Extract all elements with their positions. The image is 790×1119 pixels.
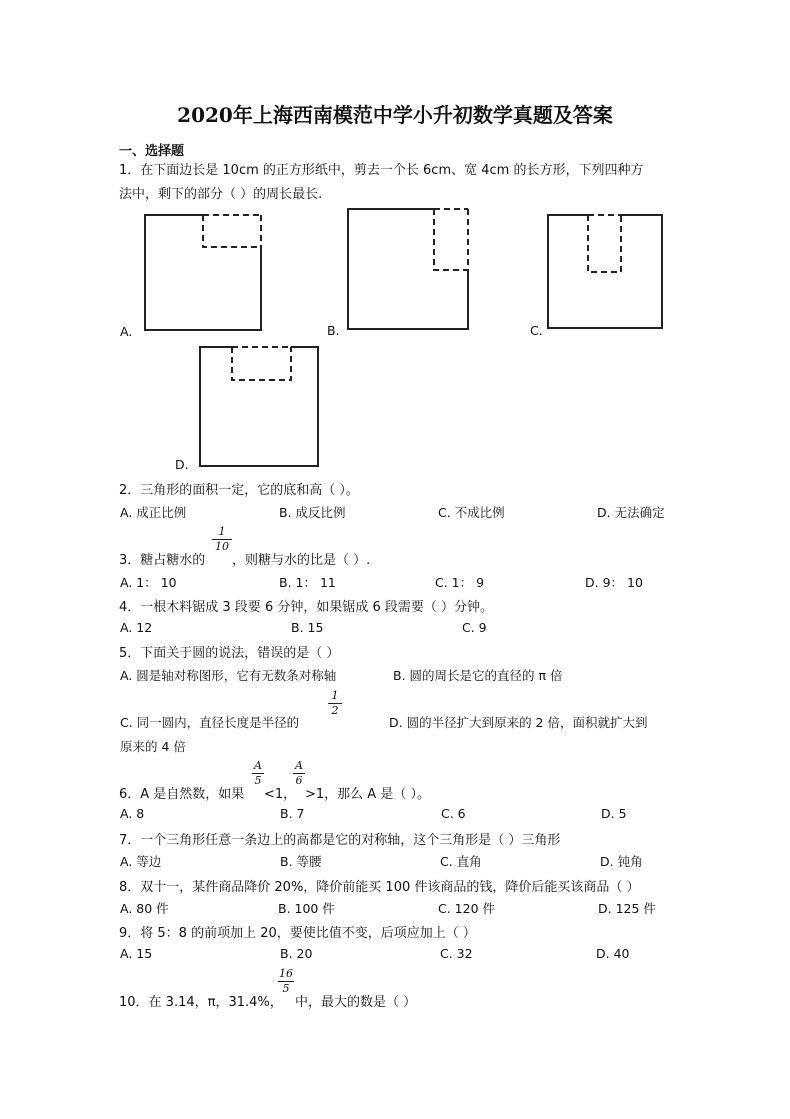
q5-fraction-denominator: 2: [331, 704, 339, 717]
q5-option-a: A. 圆是轴对称图形，它有无数条对称轴: [120, 668, 337, 683]
q3-option-b: B. 1： 11: [279, 575, 336, 590]
q5-text: 5．下面关于圆的说法，错误的是（ ）: [119, 646, 340, 661]
q1-label-c: C.: [530, 323, 543, 338]
q4-option-b: B. 15: [291, 620, 324, 635]
q5-fraction-numerator: 1: [331, 689, 339, 702]
q6-option-c: C. 6: [441, 806, 466, 821]
q3-option-d: D. 9： 10: [585, 575, 643, 590]
q5-option-d-line1: D. 圆的半径扩大到原来的 2 倍，面积就扩大到: [389, 715, 648, 730]
q1-figure-d-cut: [232, 347, 291, 380]
q3-text-pre: 3．糖占糖水的: [119, 553, 206, 568]
q6-fraction-2-numerator: A: [295, 759, 303, 772]
q9-option-d: D. 40: [596, 946, 630, 961]
q1-label-d: D.: [175, 457, 189, 472]
q1-figure-b-outline: [348, 209, 468, 329]
q7-text: 7．一个三角形任意一条边上的高都是它的对称轴，这个三角形是（ ）三角形: [119, 833, 561, 848]
q8-option-b: B. 100 件: [278, 901, 335, 916]
q1-figure-a-outline: [145, 215, 261, 330]
q1-figure-c-cut: [588, 215, 621, 272]
q6-fraction-1-denominator: 5: [254, 774, 262, 787]
q8-option-c: C. 120 件: [438, 901, 496, 916]
q2-text: 2．三角形的面积一定，它的底和高（ ）。: [119, 483, 359, 498]
q1-figure-d-outline: [200, 347, 318, 466]
q5-option-d-line2: 原来的 4 倍: [120, 739, 186, 754]
q10-fraction: [278, 968, 294, 995]
q2-option-b: B. 成反比例: [279, 505, 346, 520]
q10-fraction-denominator: 5: [282, 982, 290, 995]
q1-figure-b: [348, 209, 468, 329]
q3-fraction: [212, 526, 232, 553]
q1-figure-c: [548, 215, 662, 328]
q3-fraction-numerator: 1: [218, 525, 226, 538]
q6-option-a: A. 8: [120, 806, 145, 821]
q8-option-a: A. 80 件: [120, 901, 169, 916]
q7-option-c: C. 直角: [440, 854, 482, 869]
q8-text: 8．双十一，某件商品降价 20%，降价前能买 100 件该商品的钱，降价后能买该商品（ ）: [119, 880, 640, 895]
q5-option-c: C. 同一圆内，直径长度是半径的: [120, 715, 300, 730]
q10-fraction-numerator: 16: [279, 967, 293, 980]
q2-option-c: C. 不成比例: [438, 505, 505, 520]
q9-option-c: C. 32: [440, 946, 473, 961]
q2-option-a: A. 成正比例: [120, 505, 187, 520]
q10-text-pre: 10．在 3.14，π，31.4%，: [119, 995, 283, 1010]
q6-fraction-1: [252, 760, 264, 787]
q1-figure-a: [145, 215, 261, 330]
q3-option-a: A. 1： 10: [120, 575, 177, 590]
q1-text-line2: 法中，剩下的部分（ ）的周长最长.: [119, 187, 323, 202]
q9-option-b: B. 20: [280, 946, 313, 961]
q6-fraction-1-numerator: A: [254, 759, 262, 772]
q4-option-a: A. 12: [120, 620, 153, 635]
q1-text-line1: 1．在下面边长是 10cm 的正方形纸中，剪去一个长 6cm、宽 4cm 的长方形，下列四种方: [119, 163, 644, 178]
q4-text: 4．一根木料锯成 3 段要 6 分钟，如果锯成 6 段需要（ ）分钟。: [119, 600, 494, 615]
q6-fraction-2-denominator: 6: [295, 774, 303, 787]
q6-fraction-2: [293, 760, 305, 787]
q6-option-d: D. 5: [601, 806, 627, 821]
q4-option-c: C. 9: [462, 620, 487, 635]
page-title: 2020年上海西南模范中学小升初数学真题及答案: [177, 103, 613, 127]
q7-option-a: A. 等边: [120, 854, 162, 869]
q2-option-d: D. 无法确定: [597, 505, 665, 520]
q3-fraction-denominator: 10: [215, 540, 229, 553]
q1-label-a: A.: [120, 324, 133, 339]
q6-option-b: B. 7: [280, 806, 305, 821]
section-heading: 一、选择题: [119, 144, 185, 159]
q6-text-post: >1，那么 A 是（ ）。: [305, 787, 430, 802]
q1-figure-b-cut: [434, 209, 468, 270]
q9-text: 9．将 5：8 的前项加上 20，要使比值不变，后项应加上（ ）: [119, 926, 476, 941]
q3-text-post: ，则糖与水的比是（ ）.: [232, 553, 371, 568]
q7-option-b: B. 等腰: [280, 854, 322, 869]
q6-text-mid: <1，: [264, 787, 297, 802]
q1-figure-a-cut: [203, 215, 261, 247]
q1-label-b: B.: [327, 323, 340, 338]
q6-text-pre: 6．A 是自然数，如果: [119, 787, 245, 802]
q9-option-a: A. 15: [120, 946, 153, 961]
q3-option-c: C. 1： 9: [435, 575, 485, 590]
q10-text-post: 中，最大的数是（ ）: [295, 995, 417, 1010]
q7-option-d: D. 钝角: [600, 854, 643, 869]
q1-figure-d: [200, 347, 318, 466]
q8-option-d: D. 125 件: [598, 901, 656, 916]
q5-option-b: B. 圆的周长是它的直径的 π 倍: [393, 668, 563, 683]
q5-fraction: [328, 690, 342, 717]
